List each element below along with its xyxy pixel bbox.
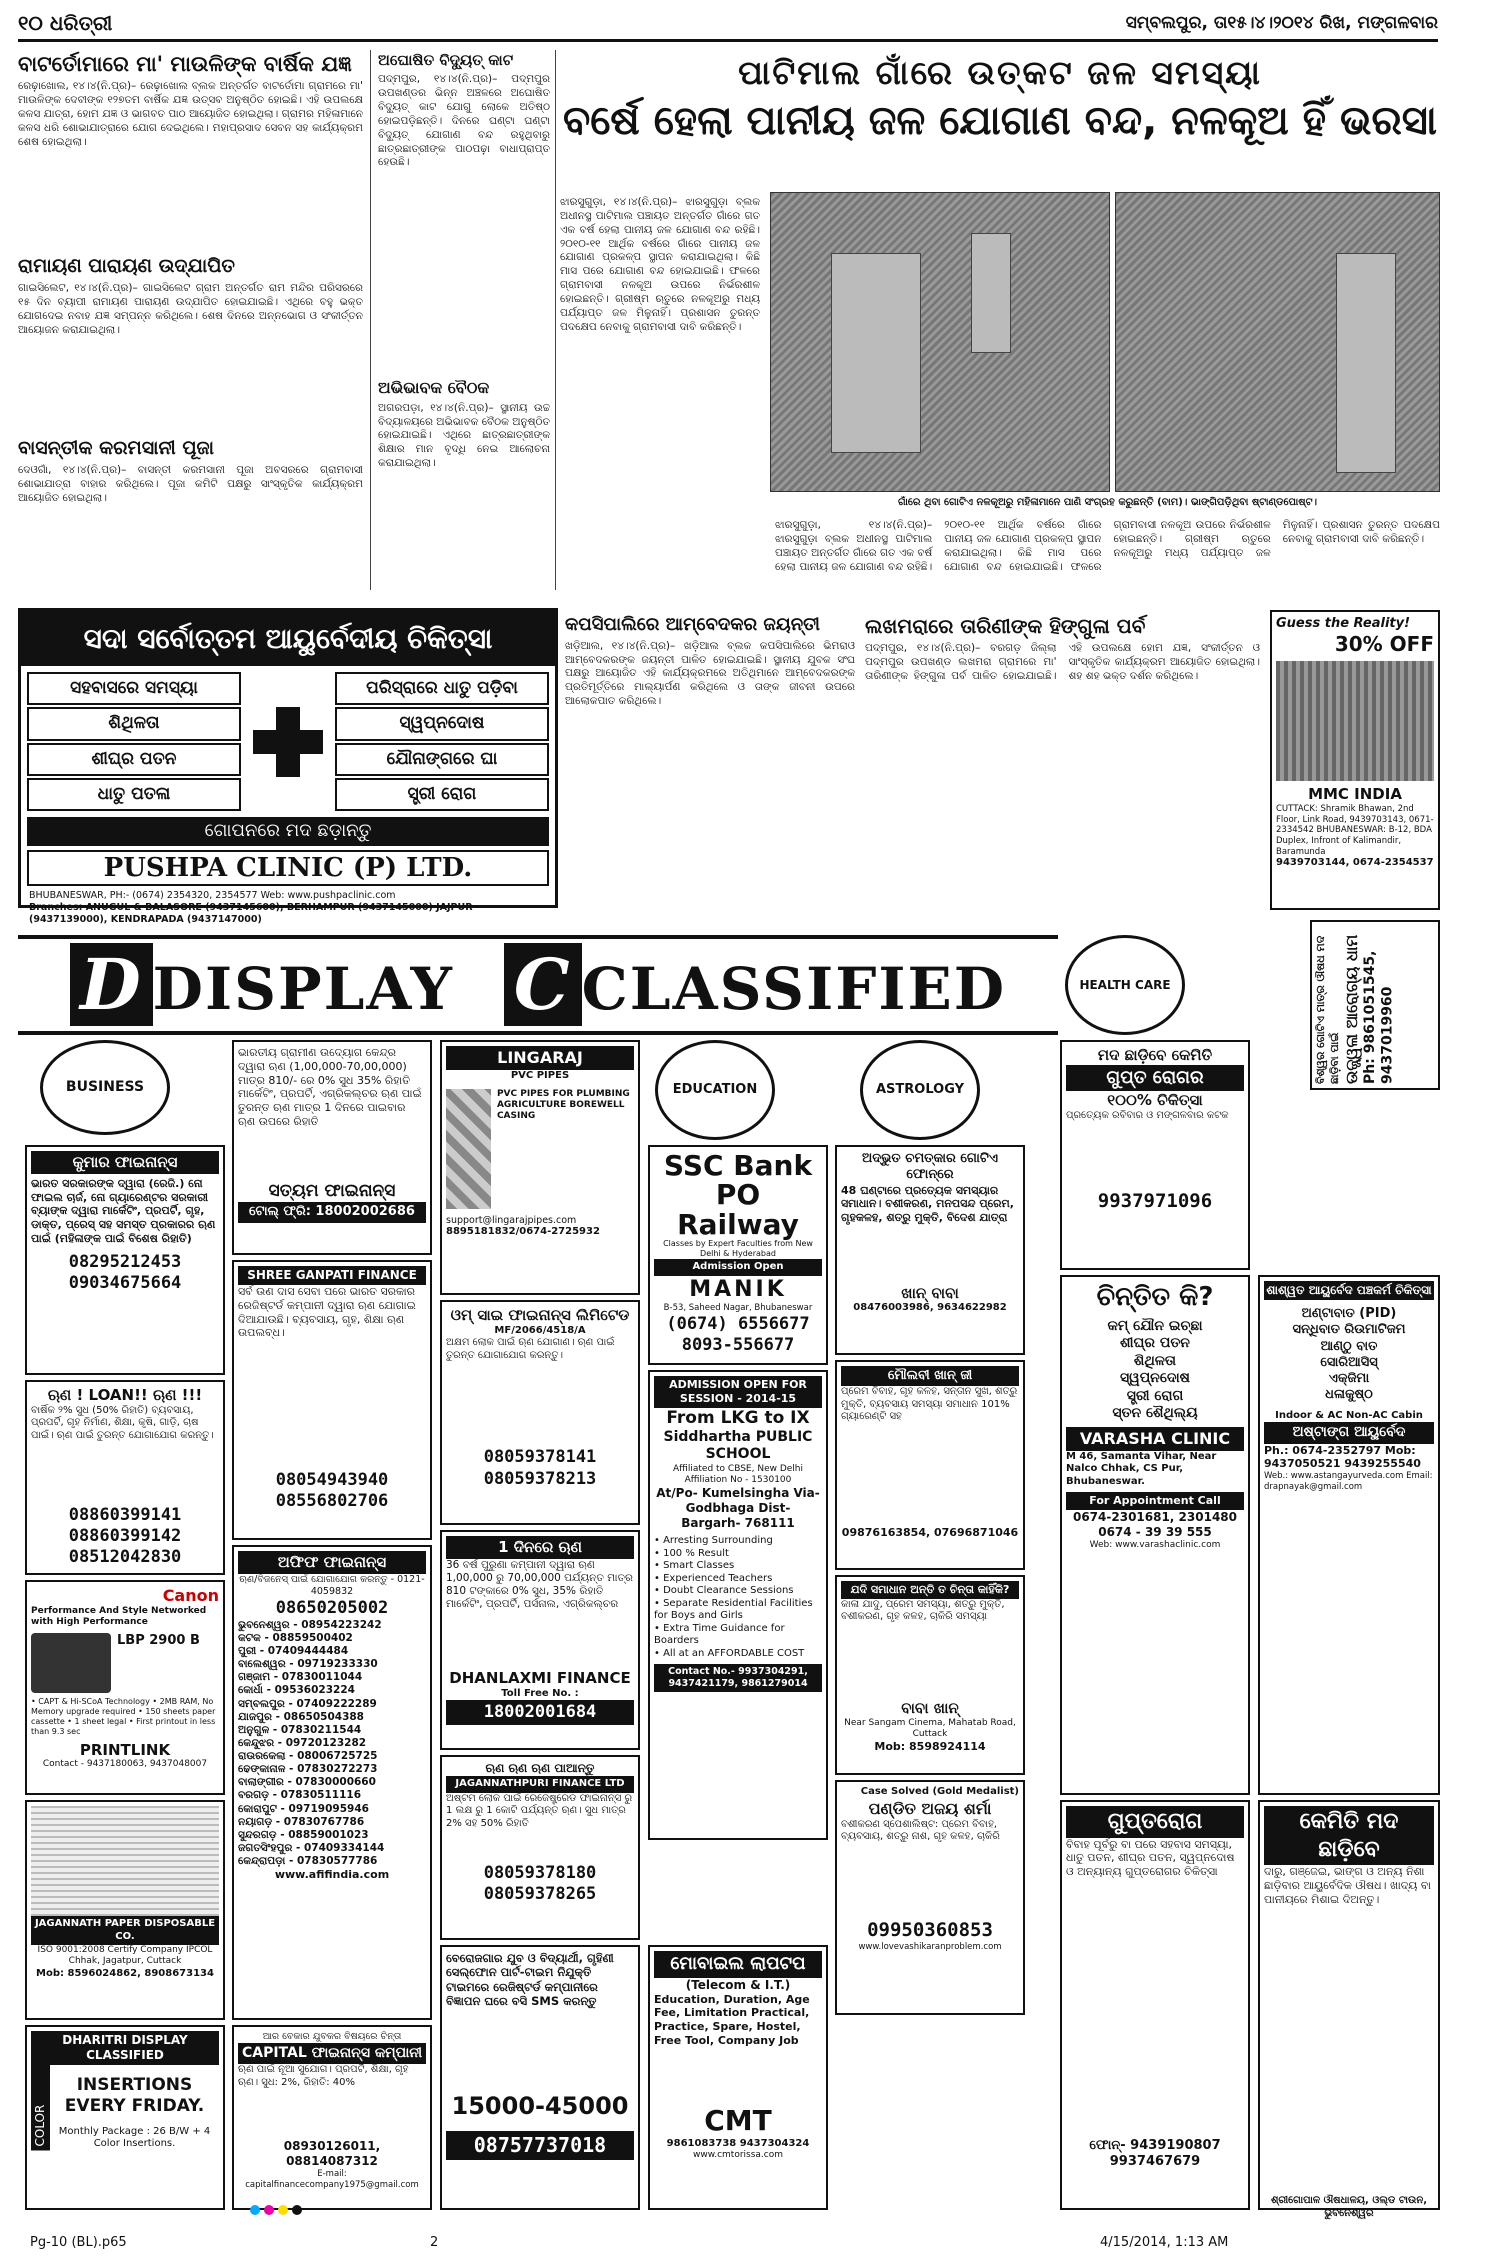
jagannath-paper-ad: JAGANNATH PAPER DISPOSABLE CO. ISO 9001:2008 Certify Company IPCOL Chhak, Jagatpur, Cuttack Mob: 8596024862, 8908673134 <box>25 1800 225 2020</box>
condition-item: ସ୍ତ୍ରୀ ରୋଗ <box>1126 1387 1184 1404</box>
ad-item: ସ୍ତ୍ରୀ ରୋଗ <box>335 778 549 811</box>
story-headline: ଅଭିଭାବକ ବୈଠକ <box>378 378 490 398</box>
vertical-ad-phone: Ph: 9861051545, 9437019960 <box>1361 950 1395 1084</box>
capital-finance-ad: ଆର ବେକାର ଯୁବକର ବିଷୟରେ ଚିନ୍ତା CAPITAL ଫାଇନାନ୍ସ କମ୍ପାନୀ ଋଣ ପାଇଁ ନୂଆ ସୁଯୋଗ। ପ୍ରପର୍ଟି, ଶିକ୍ଷା, ଗୃହ ଋଣ। ସୁଧ: 2%, ରିହାତି: 40% 08930126011, 08814087312 E-mail: capitalfinancecompany1975@gmail.com <box>232 2025 432 2210</box>
branch-phone-row: ବାଲାଙ୍ଗୀର - 07830000660 <box>238 1776 376 1789</box>
branch-phone-row: କଟକ - 08859500402 <box>238 1631 353 1644</box>
medical-cross-icon <box>243 672 333 811</box>
health-ad-gupta-rog: ଗୁପ୍ତରୋଗ ବିବାହ ପୂର୍ବରୁ ବା ପରେ ସହବାସ ସମସ୍ୟା, ଧାତୁ ପତନ, ଶୀଘ୍ର ପତନ, ସ୍ୱପ୍ନଦୋଷ ଓ ଅନ୍ୟାନ୍ୟ ଗୁପ୍ତରୋଗର ଚିକିତ୍ସା ଫୋନ୍- 9439190807 9937467679 <box>1060 1800 1250 2210</box>
health-care-badge: HEALTH CARE <box>1065 935 1185 1035</box>
education-badge: EDUCATION <box>655 1040 775 1140</box>
branch-phone-list <box>238 1619 426 1868</box>
canon-printer-ad: Canon Performance And Style Networked with High Performance LBP 2900 B • CAPT & Hi-SCoA Technology • 2MB RAM, No Memory upgrade required • 150 sheets paper cassette • 1 sheet legal • First printout in less than 9.3 sec PRINTLINK Contact - 9437180063, 9437048007 <box>25 1580 225 1795</box>
loan-ad: ଋଣ ! LOAN!! ଋଣ !!! ବାର୍ଷିକ ୨% ସୁଧ (50% ରିହାତି) ବ୍ୟବସାୟ, ପ୍ରପର୍ଟି, ଗୃହ ନିର୍ମାଣ, ଶିକ୍ଷା, କୃଷି, ଗାଡ଼ି, ଚାଷ ପାଇଁ। ଋଣ ପାଇଁ ତୁରନ୍ତ ଯୋଗାଯୋଗ କରନ୍ତୁ। 08860399141 08860399142 08512042830 <box>25 1380 225 1575</box>
story-body: ରେଢ଼ାଖୋଲ, ୧୪।୪(ନି.ପ୍ର)– ରେଢ଼ାଖୋଲ ବ୍ଲକ ଅନ୍ତର୍ଗତ ବାଟର୍ତୋମା ଗ୍ରାମରେ ମା' ମାଉଳିଙ୍କ ଦେବୀଙ୍କ ୧୨୭ତମ ବାର୍ଷିକ ଯଜ୍ଞ ଉତ୍ସବ ଅନୁଷ୍ଠିତ ହୋଇଛି। ଏହି ଉପଲକ୍ଷେ କଳସ ଯାତ୍ରା, ହୋମ ଯଜ୍ଞ ଓ ଭାଗବତ ପାଠ ଆୟୋଜିତ ହୋଇଥିଲା। ଗ୍ରାମର ମହିଳାମାନେ କଳସ ଧରି ଶୋଭାଯାତ୍ରାରେ ଯୋଗ ଦେଇଥିଲେ। ମହାପ୍ରସାଦ ସେବନ ସହ କାର୍ଯ୍ୟକ୍ରମ ଶେଷ ହୋଇଥିଲା। <box>18 80 363 148</box>
branch-phone-row: ଭୁବନେଶ୍ୱର - 08954223242 <box>238 1618 382 1631</box>
astrology-ad-khan-baba: ଅଦ୍ଭୁତ ଚମତ୍କାର ଗୋଟିଏ ଫୋନ୍‌ରେ 48 ଘଣ୍ଟାରେ ପ୍ରତ୍ୟେକ ସମସ୍ୟାର ସମାଧାନ। ବଶୀକରଣ, ମନପସନ୍ଦ ପ୍ରେମ, ଗୃହକଳହ, ଶତ୍ରୁ ମୁକ୍ତି, ବିଦେଶ ଯାତ୍ରା ଖାନ୍ ବାବା 08476003986, 9634622982 <box>835 1145 1025 1355</box>
condition-item: ଶୀଘ୍ର ପତନ <box>1120 1335 1190 1351</box>
school-feature: • 100 % Result <box>654 1547 729 1559</box>
condition-item: ସ୍ୱପ୍ନଦୋଷ <box>1120 1370 1190 1386</box>
story-body: ଅଗରପଡ଼ା, ୧୪।୪(ନି.ପ୍ର)– ସ୍ଥାନୀୟ ଉଚ୍ଚ ବିଦ୍ୟାଳୟରେ ଅଭିଭାବକ ବୈଠକ ଅନୁଷ୍ଠିତ ହୋଇଯାଇଛି। ଏଥିରେ ଛାତ୍ରଛାତ୍ରୀଙ୍କ ଶିକ୍ଷାର ମାନ ବୃଦ୍ଧି ନେଇ ଆଲୋଚନା କରାଯାଇଥିଲା। <box>378 401 550 470</box>
feature-story <box>560 52 1440 492</box>
school-feature-list <box>654 1535 822 1660</box>
story-body: ଖଡ଼ିଆଲ, ୧୪।୪(ନି.ପ୍ର)– ଖଡ଼ିଆଲ ବ୍ଲକ କପସିପାଲିରେ ଭିମରାଓ ଆମ୍ବେଦକରଙ୍କ ଜୟନ୍ତୀ ପାଳିତ ହୋଇଯାଇଛି। ସ୍ଥାନୀୟ ଯୁବକ ସଂଘ ପକ୍ଷରୁ ଆୟୋଜିତ ଏହି କାର୍ଯ୍ୟକ୍ରମରେ ଅତିଥିମାନେ ଆମ୍ବେଦକରଙ୍କ ପ୍ରତିମୂର୍ତ୍ତିରେ ମାଲ୍ୟାର୍ପଣ କରିଥିଲେ ଓ ତାଙ୍କ ଜୀବନୀ ଉପରେ ଆଲୋକପାତ କରିଥିଲେ। <box>565 639 855 708</box>
branch-phone-row: ଯାଜପୁର - 08650504388 <box>238 1710 364 1723</box>
story-body: ଗାଇସିଲେଟ, ୧୪।୪(ନି.ପ୍ର)– ଗାଇସିଲେଟ ଗ୍ରାମ ଅନ୍ତର୍ଗତ ରାମ ମନ୍ଦିର ପରିସରରେ ୧୫ ଦିନ ବ୍ୟାପୀ ରାମାୟଣ ପାରାୟଣ ଉଦ୍‌ଯାପିତ ହୋଇଯାଇଛି। ଏଥିରେ ବହୁ ଭକ୍ତ ଯୋଗଦେଇ ନବାହ ଯଜ୍ଞ ସମ୍ପନ୍ନ କରିଥିଲେ। ଶେଷ ଦିନରେ ଅନ୍ନଭୋଗ ଓ ସଂକୀର୍ତ୍ତନ ଆୟୋଜନ କରାଯାଇଥିଲା। <box>18 281 363 336</box>
omsai-finance-ad: ଓମ୍ ସାଇ ଫାଇନାନ୍ସ ଲିମିଟେଡ MF/2066/4518/A ଅକ୍ଷମ ଲୋକ ପାଇଁ ଋଣ ଯୋଗାଣ। ଋଣ ପାଇଁ ତୁରନ୍ତ ଯୋଗାଯୋଗ କରନ୍ତୁ। 08059378141 08059378213 <box>440 1300 640 1525</box>
ad-item: ଶିଥିଳତା <box>27 707 241 740</box>
ssc-bank-po-ad: SSC Bank PO Railway Classes by Expert Faculties from New Delhi & Hyderabad Admission Open MANIK B-53, Saheed Nagar, Bhubaneswar (0674) 6556677 8093-556677 <box>648 1145 828 1365</box>
astrology-ad-pandit: Case Solved (Gold Medalist) ପଣ୍ଡିତ ଅଜୟ ଶର୍ମା ବଶୀକରଣ ସ୍ପେଶାଲିଷ୍ଟ: ପ୍ରେମ ବିବାହ, ବ୍ୟବସାୟ, ଶତ୍ରୁ ନାଶ, ଗୃହ କଳହ, ଚାକିରି 09950360853 www.lovevashikaranproblem.com <box>835 1780 1025 2015</box>
kumar-finance-ad: କୁମାର ଫାଇନାନ୍ସ ଭାରତ ସରକାରଙ୍କ ଦ୍ୱାରା (ରେଜି.) ନୋ ଫାଇଲ ଚାର୍ଜ, ନୋ ଗ୍ୟାରେଣ୍ଟର ସରକାରୀ ବ୍ୟାଙ୍କ ଦ୍ୱାରା ମାର୍କେଟିଂ, ପ୍ରପର୍ଟି, ଗୃହ, ଡାକ୍ତ, ପ୍ରେସ୍ ସହ ସମସ୍ତ ପ୍ରକାରର ଋଣ ପାଇଁ (ମହିଳାଙ୍କ ପାଇଁ ବିଶେଷ ରିହାତି) 08295212453 09034675664 <box>25 1145 225 1375</box>
ad-item: ଯୌନାଙ୍ଗରେ ଘା <box>335 743 549 776</box>
ad-phone: 9439703144, 0674-2354537 <box>1276 857 1434 869</box>
ad-item: ଶୀଘ୍ର ପତନ <box>27 743 241 776</box>
vertical-ad-name: ଉଜ୍ଜ୍ୱଳା ଆରୋଗ୍ୟ ଧାମ <box>1341 934 1361 1084</box>
school-feature: • Separate Residential Facilities for Boys and Girls <box>654 1597 813 1622</box>
condition-item: ସ୍ତନ ଶୈଥିଲ୍ୟ <box>1112 1405 1198 1421</box>
dharitri-classified-box: DHARITRI DISPLAY CLASSIFIED COLOR INSERTIONS EVERY FRIDAY. Monthly Package : 26 B/W + 4 Color Insertions. <box>25 2025 225 2210</box>
ad-tagline: Guess the Reality! <box>1276 616 1411 631</box>
column-rule <box>370 50 371 590</box>
banner-word-display: D DISPLAY <box>70 941 454 1029</box>
quit-alcohol-ad: କେମିତି ମଦ ଛାଡ଼ିବେ ଦାରୁ, ଗଞ୍ଜେଇ, ଭାଙ୍ଗ ଓ ଅନ୍ୟ ନିଶା ଛାଡ଼ିବାର ଆୟୁର୍ବେଦିକ ଔଷଧ। ଖାଦ୍ୟ ବା ପାନୀୟରେ ମିଶାଇ ଦିଅନ୍ତୁ। ଶ୍ରୀଗୋପାଳ ଔଷଧାଳୟ, ଓଲ୍ଡ ଟାଉନ, ଭୁବନେଶ୍ୱର <box>1258 1800 1440 2210</box>
dateline: ସମ୍ବଲପୁର, ତା୧୫।୪।୨୦୧୪ ରିଖ, ମଙ୍ଗଳବାର <box>1125 12 1438 33</box>
varasha-clinic-ad: ଚିନ୍ତିତ କି? କମ୍ ଯୌନ ଇଚ୍ଛା ଶୀଘ୍ର ପତନ ଶିଥିଳତା ସ୍ୱପ୍ନଦୋଷ ସ୍ତ୍ରୀ ରୋଗ ସ୍ତନ ଶୈଥିଲ୍ୟ VARASHA CLINIC M 46, Samanta Vihar, Near Nalco Chhak, CS Pur, Bhubaneswar. For Appointment Call 0674-2301681, 2301480 0674 - 39 39 555 Web: www.varashaclinic.com <box>1060 1275 1250 1795</box>
branch-phone-row: ନୟାଗଡ଼ - 07830767786 <box>238 1815 365 1828</box>
branch-phone-row: ରାଉରକେଲା - 08006725725 <box>238 1750 378 1762</box>
branch-phone-row: କେନ୍ଦ୍ରାପଡ଼ା - 07830577786 <box>238 1855 378 1867</box>
astrology-badge: ASTROLOGY <box>860 1040 980 1140</box>
ayurvedic-ad <box>18 608 558 925</box>
print-timestamp: 4/15/2014, 1:13 AM <box>1100 2234 1229 2250</box>
branch-phone-row: ବରଗଡ଼ - 07830511116 <box>238 1789 361 1802</box>
branch-phone-row: ଢେଙ୍କାନାଳ - 07830272273 <box>238 1763 378 1776</box>
condition-item: ସୋରିଆସିସ୍ <box>1320 1354 1378 1370</box>
story-headline: ଲଖମରାରେ ତାରିଣୀଙ୍କ ହିଙ୍ଗୁଳା ପର୍ବ <box>865 614 1146 638</box>
page-number: ୧୦ ଧରିତ୍ରୀ <box>18 11 113 35</box>
astrology-ad-moulvi: ମୌଲବୀ ଖାନ୍ ଜୀ ପ୍ରେମ ବିବାହ, ଗୃହ କଳହ, ସନ୍ତାନ ସୁଖ, ଶତ୍ରୁ ମୁକ୍ତି, ବ୍ୟବସାୟ ସମସ୍ୟା ସମାଧାନ 101% ଗ୍ୟାରେଣ୍ଟି ସହ 09876163854, 07696871046 <box>835 1360 1025 1570</box>
pipes-image <box>446 1089 491 1209</box>
jobs-sms-ad: ବେରୋଜଗାର ଯୁବ ଓ ବିଦ୍ୟାର୍ଥୀ, ଗୃହିଣୀ ସେଲ୍‌ଫୋନ ପାର୍ଟ-ଟାଇମ ନିଯୁକ୍ତି ଟାଇମରେ ରେଜିଷ୍ଟର୍ଡ କମ୍ପାନୀରେ ବିଜ୍ଞାପନ ଘରେ ବସି SMS କରନ୍ତୁ 15000-45000 08757737018 <box>440 1945 640 2210</box>
left-column <box>18 52 363 600</box>
ad-item: ସହବାସରେ ସମସ୍ୟା <box>27 672 241 705</box>
page-header <box>18 8 1438 42</box>
clinic-branches: Branches: ANUGUL & BALASORE (9437145600), BERHAMPUR (9437145000) JAJPUR (9437139000), KENDRAPADA (9437147000) <box>29 901 473 925</box>
printer-image <box>31 1633 111 1693</box>
dhanlaxmi-finance-ad: 1 ଦିନରେ ଋଣ 36 ବର୍ଷ ପୁରୁଣା କମ୍ପାନୀ ଦ୍ୱାରା ଋଣ 1,00,000 ରୁ 70,00,000 ପର୍ଯ୍ୟନ୍ତ ମାତ୍ର 810 ଟଙ୍କାରେ 0% ସୁଧ, 35% ରିହାତି ମାର୍କେଟିଂ, ପ୍ରପର୍ଟି, ପର୍ସନାଲ, ଏଗ୍ରିକଲ୍‌ଚର DHANLAXMI FINANCE Toll Free No. : 18002001684 <box>440 1530 640 1750</box>
school-feature: • All at an AFFORDABLE COST <box>654 1647 805 1659</box>
ad-offer: 30% OFF <box>1334 632 1434 657</box>
vertical-ad <box>1310 920 1440 1090</box>
branch-phone-row: ବାଲେଶ୍ୱର - 09719233330 <box>238 1658 378 1671</box>
school-feature: • Arresting Surrounding <box>654 1535 773 1547</box>
mobile-laptop-course-ad: ମୋବାଇଲ ଲାପଟପ (Telecom & I.T.) Education, Duration, Age Fee, Limitation Practical, Practice, Spare, Hostel, Free Tool, Company Job CMT 9861083738 9437304324 www.cmtorissa.com <box>648 1945 828 2210</box>
mmc-india-ad <box>1270 610 1440 910</box>
branch-phone-row: କୋର୍ଧା - 09536023224 <box>238 1684 355 1697</box>
feature-headline: ବର୍ଷେ ହେଲା ପାନୀୟ ଜଳ ଯୋଗାଣ ବନ୍ଦ, ନଳକୂଅ ହିଁ ଭରସା <box>562 98 1438 145</box>
school-feature: • Doubt Clearance Sessions <box>654 1585 794 1597</box>
condition-list <box>1264 1306 1434 1404</box>
astrology-ad-baba-khan: ଯଦି ସମାଧାନ ଅନ୍ତି ତ ଚିନ୍ତା କାହିଁକି? କାଳା ଯାଦୁ, ପ୍ରେମ ସମସ୍ୟା, ଶତ୍ରୁ ମୁକ୍ତି, ବଶୀକରଣ, ଗୃହ କଳହ, ଚାକିରି ସମସ୍ୟା ବାବା ଖାନ୍ Near Sangam Cinema, Mahatab Road, Cuttack Mob: 8598924114 <box>835 1575 1025 1775</box>
column-rule <box>555 50 556 590</box>
story-body: ଦେଓଗାଁ, ୧୪।୪(ନି.ପ୍ର)– ବାସନ୍ତୀ କରମସାନୀ ପୂଜା ଅବସରରେ ଗ୍ରାମବାସୀ ଶୋଭାଯାତ୍ରା ବାହାର କରିଥିଲେ। ପୂଜା କମିଟି ପକ୍ଷରୁ ସାଂସ୍କୃତିକ କାର୍ଯ୍ୟକ୍ରମ ଆୟୋଜିତ ହୋଇଥିଲା। <box>18 463 363 504</box>
feature-photo-handpump <box>770 192 1110 492</box>
condition-item: ଶିଥିଳତା <box>1133 1352 1177 1369</box>
condition-list <box>1066 1318 1244 1423</box>
branch-phone-row: ସୁନ୍ଦରଗଡ଼ - 08859001023 <box>238 1828 369 1841</box>
feature-body: ଝାରସୁଗୁଡ଼ା, ୧୪।୪(ନି.ପ୍ର)– ଝାରସୁଗୁଡ଼ା ବ୍ଲକ ଅଧୀନସ୍ଥ ପାଟିମାଲ ପଞ୍ଚାୟତ ଅନ୍ତର୍ଗତ ଗାଁରେ ଗତ ଏକ ବର୍ଷ ହେଲା ପାନୀୟ ଜଳ ଯୋଗାଣ ବନ୍ଦ ରହିଛି। ୨୦୧୦-୧୧ ଆର୍ଥିକ ବର୍ଷରେ ଗାଁରେ ପାନୀୟ ଜଳ ଯୋଗାଣ ପ୍ରକଳ୍ପ ସ୍ଥାପନ କରାଯାଇଥିଲା। କିଛି ମାସ ପରେ ଯୋଗାଣ ବନ୍ଦ ହୋଇଯାଇଛି। ଫଳରେ ଗ୍ରାମବାସୀ ନଳକୂଅ ଉପରେ ନିର୍ଭରଶୀଳ ହୋଇଛନ୍ତି। ଗ୍ରୀଷ୍ମ ଋତୁରେ ନଳକୂଅରୁ ମଧ୍ୟ ପର୍ଯ୍ୟାପ୍ତ ଜଳ ମିଳୁନାହିଁ। ପ୍ରଶାସନ ତୁରନ୍ତ ପଦକ୍ଷେପ ନେବାକୁ ଗ୍ରାମବାସୀ ଦାବି କରିଛନ୍ତି। <box>560 196 760 333</box>
story-jayanti <box>565 615 855 915</box>
ad-item: ପରିସ୍ରାରେ ଧାତୁ ପଡ଼ିବା <box>335 672 549 705</box>
condition-item: ଏକ୍‌ଜିମା <box>1328 1371 1370 1386</box>
feature-photo-standpost <box>1115 192 1440 492</box>
jagannathpuri-finance-ad: ଋଣ ଋଣ ଋଣ ପାଆନ୍ତୁ JAGANNATHPURI FINANCE LTD ଅଷ୍ଟମ ଲୋକ ପାଇଁ ରେଜେଷ୍ଟ୍ରେଡ ଫାଇନାନ୍ସ ରୁ 1 ଲକ୍ଷ ରୁ 1 କୋଟି ପର୍ଯ୍ୟନ୍ତ ଋଣ। ସୁଧ ମାତ୍ର 2% ସହ 50% ରିହାତି 08059378180 08059378265 <box>440 1755 640 1940</box>
health-ad-gupta-roga: ମଦ ଛାଡ଼ିବେ କେମିତି ଗୁପ୍ତ ରୋଗର ୧୦୦% ଚିକିତ୍ସା ପ୍ରତ୍ୟେକ ରବିବାର ଓ ମଙ୍ଗଳବାର କଟକ 9937971096 <box>1060 1040 1250 1270</box>
condition-item: କମ୍ ଯୌନ ଇଚ୍ଛା <box>1107 1317 1203 1334</box>
registration-dots <box>250 2204 306 2220</box>
story-body: ପଦ୍ମପୁର, ୧୪।୪(ନି.ପ୍ର)– ବରଗଡ଼ ଜିଲ୍ଲା ପଦ୍ମପୁର ଉପଖଣ୍ଡ ଲଖମରା ଗ୍ରାମରେ ମା' ତାରିଣୀଙ୍କ ହିଙ୍ଗୁଳା ପର୍ବ ପାଳିତ ହୋଇଯାଇଛି। ଏହି ଉପଲକ୍ଷେ ହୋମ ଯଜ୍ଞ, ସଂକୀର୍ତ୍ତନ ଓ ସାଂସ୍କୃତିକ କାର୍ଯ୍ୟକ୍ରମ ଆୟୋଜିତ ହୋଇଥିଲା। ଶହ ଶହ ଭକ୍ତ ଦର୍ଶନ କରିଥିଲେ। <box>865 642 1260 682</box>
file-name: Pg-10 (BL).p65 <box>30 2234 127 2250</box>
business-badge: BUSINESS <box>40 1040 170 1135</box>
siddhartha-school-ad: ADMISSION OPEN FOR SESSION - 2014-15 From LKG to IX Siddhartha PUBLIC SCHOOL Affiliated to CBSE, New Delhi Affiliation No - 1530100 At/Po- Kumelsingha Via- Godbhaga Dist- Bargarh- 768111 • Arresting Surrounding • 100 % Result • Smart Classes • Experienced Teachers • Doubt Clearance Sessions • Separate Residential Facilities for Boys and Girls • Extra Time Guidance for Boarders • All at an AFFORDABLE COST Contact No.- 9937304291, 9437421179, 9861279014 <box>648 1370 828 1840</box>
branch-phone-row: ଗଞ୍ଜାମ - 07830011044 <box>238 1671 363 1684</box>
paper-cups-image <box>31 1806 219 1916</box>
branch-phone-row: କେନ୍ଦୁଝର - 09720123282 <box>238 1736 367 1749</box>
school-feature: • Smart Classes <box>654 1560 735 1572</box>
branch-phone-row: ପୁରୀ - 07409444484 <box>238 1645 349 1657</box>
middle-column <box>378 52 550 600</box>
story-headline: କପସିପାଲିରେ ଆମ୍ବେଦକର ଜୟନ୍ତୀ <box>565 614 820 635</box>
feature-continuation: ଝାରସୁଗୁଡ଼ା, ୧୪।୪(ନି.ପ୍ର)– ଝାରସୁଗୁଡ଼ା ବ୍ଲକ ଅଧୀନସ୍ଥ ପାଟିମାଲ ପଞ୍ଚାୟତ ଅନ୍ତର୍ଗତ ଗାଁରେ ଗତ ଏକ ବର୍ଷ ହେଲା ପାନୀୟ ଜଳ ଯୋଗାଣ ବନ୍ଦ ରହିଛି। ୨୦୧୦-୧୧ ଆର୍ଥିକ ବର୍ଷରେ ଗାଁରେ ପାନୀୟ ଜଳ ଯୋଗାଣ ପ୍ରକଳ୍ପ ସ୍ଥାପନ କରାଯାଇଥିଲା। କିଛି ମାସ ପରେ ଯୋଗାଣ ବନ୍ଦ ହୋଇଯାଇଛି। ଫଳରେ ଗ୍ରାମବାସୀ ନଳକୂଅ ଉପରେ ନିର୍ଭରଶୀଳ ହୋଇଛନ୍ତି। ଗ୍ରୀଷ୍ମ ଋତୁରେ ନଳକୂଅରୁ ମଧ୍ୟ ପର୍ଯ୍ୟାପ୍ତ ଜଳ ମିଳୁନାହିଁ। ପ୍ରଶାସନ ତୁରନ୍ତ ପଦକ୍ଷେପ ନେବାକୁ ଗ୍ରାମବାସୀ ଦାବି କରିଛନ୍ତି। <box>775 519 1440 573</box>
ad-name: MMC INDIA <box>1308 785 1402 804</box>
school-feature: • Extra Time Guidance for Boarders <box>654 1622 785 1647</box>
story-headline: ବାସନ୍ତୀକ କରମସାନୀ ପୂଜା <box>18 436 215 459</box>
ashtang-ayurveda-ad: ଶାଶ୍ୱତ ଆୟୁର୍ବେଦ ପଞ୍ଚକର୍ମ ଚିକିତ୍ସା ଅଣ୍ଟାବାତ (PID) ସନ୍ଧିବାତ ରିଉମାଟିଜମ ଆଣ୍ଠୁ ବାତ ସୋରିଆସିସ୍ ଏକ୍‌ଜିମା ଧଳାକୁଷ୍ଠ Indoor & AC Non-AC Cabin ଅଷ୍ଟାଙ୍ଗ ଆୟୁର୍ବେଦ Ph.: 0674-2352797 Mob: 9437050521 9439255540 Web.: www.astangayurveda.com Email: drapnayak@gmail.com <box>1258 1275 1440 1795</box>
clinic-name: PUSHPA CLINIC (P) LTD. <box>27 850 549 887</box>
branch-phone-row: ସମ୍ବଲପୁର - 07409222289 <box>238 1697 377 1710</box>
condition-item: ଆଣ୍ଠୁ ବାତ <box>1320 1338 1378 1354</box>
vertical-ad-text: ବିଶ୍ୱର ଗୋଟିଏ ମାତ୍ର ଔଷଧ ମଦ ଛାଡ଼ିବା ପାଇଁ <box>1314 935 1341 1084</box>
satyam-finance-ad: ଭାରତୀୟ ଗ୍ରାମୀଣ ଉଦ୍ୟୋଗ କେନ୍ଦ୍ର ଦ୍ୱାରା ଋଣ (1,00,000-70,00,000) ମାତ୍ର 810/- ରେ 0% ସୁଧ 35% ରିହାତି ମାର୍କେଟିଂ, ପ୍ରପର୍ଟି, ଏଗ୍ରିକଲ୍‌ଚର ଋଣ ପାଇଁ ତୁରନ୍ତ ଋଣ ମାତ୍ର 1 ଦିନରେ ପାଇବାର ଋଣ ଉପରେ ରିହାତି ସତ୍ୟମ ଫାଇନାନ୍ସ ଟୋଲ୍ ଫ୍ରି: 18002002686 <box>232 1040 432 1255</box>
ganpati-finance-ad: SHREE GANPATI FINANCE ସର୍ବ ଉଣ ଦାସ ସେବା ପରେ ଭାରତ ସରକାର ରେଜିଷ୍ଟର୍ଡ କମ୍ପାନୀ ଦ୍ୱାରା ଋଣ ଯୋଗାଇ ଦିଆଯାଉଛି। ବ୍ୟବସାୟ, ଗୃହ, ଶିକ୍ଷା ଋଣ ଉପଲବ୍ଧ। 08054943940 08556802706 <box>232 1260 432 1540</box>
clinic-address: BHUBANESWAR, PH:- (0674) 2354320, 2354577 Web: www.pushpaclinic.com <box>29 890 396 901</box>
story-headline: ରାମାୟଣ ପାରାୟଣ ଉଦ୍‌ଯାପିତ <box>18 255 235 278</box>
condition-item: ଧଳାକୁଷ୍ଠ <box>1325 1387 1373 1403</box>
lingaraj-pipes-ad: LINGARAJ PVC PIPES PVC PIPES FOR PLUMBING AGRICULTURE BOREWELL CASING support@lingarajpipes.com 8895181832/0674-2725932 <box>440 1040 640 1295</box>
page-index: 2 <box>430 2234 439 2250</box>
afif-finance-ad: ଅଫିଫ ଫାଇନାନ୍ସ ଋଣ/ବିଜନେସ୍ ପାଇଁ ଯୋଗାଯୋଗ କରନ୍ତୁ - 0121-4059832 08650205002 ଭୁବନେଶ୍ୱର - 08954223242 କଟକ - 08859500402 ପୁରୀ - 07409444484 ବାଲେଶ୍ୱର - 09719233330 ଗଞ୍ଜାମ - 07830011044 କୋର୍ଧା - 09536023224 ସମ୍ବଲପୁର - 07409222289 ଯାଜପୁର - 08650504388 ଅନୁଗୁଳ - 07830211544 କେନ୍ଦୁଝର - 09720123282 ରାଉରକେଲା - 08006725725 ଢେଙ୍କାନାଳ - 07830272273 ବାଲାଙ୍ଗୀର - 07830000660 ବରଗଡ଼ - 07830511116 କୋରାପୁଟ - 09719095946 ନୟାଗଡ଼ - 07830767786 ସୁନ୍ଦରଗଡ଼ - 08859001023 ଜଗତସିଂହପୁର - 07409334144 କେନ୍ଦ୍ରାପଡ଼ା - 07830577786 www.afifindia.com <box>232 1545 432 2020</box>
branch-phone-row: କୋରାପୁଟ - 09719095946 <box>238 1802 369 1815</box>
condition-item: ଅଣ୍ଟାବାତ (PID) <box>1301 1306 1397 1321</box>
story-hingula <box>865 615 1260 915</box>
banner-word-classified: C CLASSIFIED <box>504 941 1006 1029</box>
condition-item: ସନ୍ଧିବାତ ରିଉମାଟିଜମ <box>1292 1322 1406 1338</box>
ad-item: ଧାତୁ ପତଳା <box>27 778 241 811</box>
feature-kicker: ପାଟିମାଲ ଗାଁରେ ଉତ୍କଟ ଜଳ ସମସ୍ୟା <box>738 53 1262 92</box>
story-headline: ଅଘୋଷିତ ବିଦ୍ୟୁତ୍ କାଟ <box>378 51 514 69</box>
story-body: ପଦ୍ମପୁର, ୧୪।୪(ନି.ପ୍ର)– ପଦ୍ମପୁର ଉପଖଣ୍ଡର ଭିନ୍ନ ଅଞ୍ଚଳରେ ଅଘୋଷିତ ବିଦ୍ୟୁତ୍ କାଟ ଯୋଗୁ ଲୋକେ ଅତିଷ୍ଠ ହୋଇପଡ଼ିଛନ୍ତି। ଦିନରେ ଘଣ୍ଟା ଘଣ୍ଟା ବିଦ୍ୟୁତ୍ ଯୋଗାଣ ବନ୍ଦ ରହୁଥିବାରୁ ଛାତ୍ରଛାତ୍ରୀଙ୍କ ପାଠପଢ଼ା ବାଧାପ୍ରାପ୍ତ ହେଉଛି। <box>378 73 550 169</box>
school-feature: • Experienced Teachers <box>654 1572 773 1584</box>
faces-photo <box>1276 661 1434 781</box>
branch-phone-row: ଜଗତସିଂହପୁର - 07409334144 <box>238 1841 385 1854</box>
ad-address: CUTTACK: Shramik Bhawan, 2nd Floor, Link Road, 9439703143, 0671-2334542 BHUBANESWAR: B-12, BDA Duplex, Infront of Kalimandir, Baramunda <box>1276 804 1434 857</box>
branch-phone-row: ଅନୁଗୁଳ - 07830211544 <box>238 1723 362 1736</box>
ad-slogan: ଗୋପନରେ ମଦ ଛଡ଼ାନ୍ତୁ <box>27 817 549 846</box>
story-headline: ବାଟର୍ତୋମାରେ ମା' ମାଉଳିଙ୍କ ବାର୍ଷିକ ଯଜ୍ଞ <box>18 52 352 76</box>
ad-title: ସଦା ସର୍ବୋତ୍ତମ ଆୟୁର୍ବେଦୀୟ ଚିକିତ୍ସା <box>21 611 555 666</box>
display-classified-banner <box>18 935 1058 1035</box>
print-footer <box>0 2228 1500 2258</box>
photo-caption: ଗାଁରେ ଥିବା ଗୋଟିଏ ନଳକୂଅରୁ ମହିଳାମାନେ ପାଣି ସଂଗ୍ରହ କରୁଛନ୍ତି (ବାମ)। ଭାଙ୍ଗିପଡ଼ିଥିବା ଷ୍ଟାଣ୍ଡପୋଷ୍ଟ। <box>897 497 1318 508</box>
ad-item: ସ୍ୱପ୍ନଦୋଷ <box>335 707 549 740</box>
